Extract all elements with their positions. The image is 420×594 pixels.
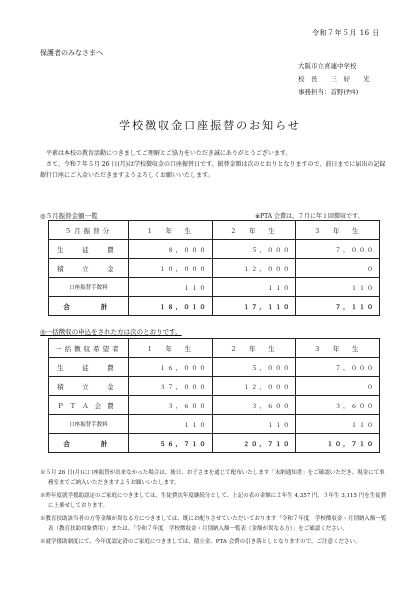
table-row <box>49 358 380 377</box>
row-label: 積 立 金 <box>49 377 129 396</box>
note-item: ※教育扶助該当者の方等金額が異なる方につきましては、既にお配りさせていただいております「令和７年度 学校徴収金・月別納入額一覧表（教育扶助対象費用）」または、「令和７年度 学校徴収金・月別納入額一覧表（金額が異なる方）」をご確認ください。 <box>40 516 387 532</box>
amount-cell: １１０ <box>296 415 380 434</box>
amount-cell: ３，６００ <box>128 396 212 415</box>
table-total-row <box>49 297 380 316</box>
body-paragraph: 平素は本校の教育活動につきましてご理解とご協力をいただき誠にありがとうございます。 <box>46 150 292 157</box>
amount-cell: ３，６００ <box>296 396 380 415</box>
amount-cell: ５，０００ <box>212 358 296 377</box>
table-row <box>49 278 380 297</box>
sender-school: 大阪市立喜連中学校 <box>298 62 357 70</box>
row-label: 口座振替手数料 <box>49 415 129 434</box>
table-header-row <box>49 339 380 358</box>
amount-cell: ３，６００ <box>212 396 296 415</box>
total-label: 合 計 <box>49 297 129 316</box>
row-label: 生 徒 費 <box>49 240 129 259</box>
table-header-cell: １ 年 生 <box>128 221 212 240</box>
amount-cell: ８，０００ <box>128 240 212 259</box>
table-header-cell: ３ 年 生 <box>296 221 380 240</box>
letter-title: 学校徴収金口座振替のお知らせ <box>119 119 301 132</box>
table-header-cell: １ 年 生 <box>128 339 212 358</box>
total-cell: ５６，７１０ <box>128 434 212 453</box>
table-row <box>49 259 380 278</box>
sender-principal: 校 長 三 好 光 <box>298 75 370 83</box>
table-total-row <box>49 434 380 453</box>
row-label: ＰＴＡ会費 <box>49 396 129 415</box>
amount-cell: １１０ <box>128 278 212 297</box>
table-header-cell: 一括徴収希望者 <box>49 339 129 358</box>
amount-cell: ７，０００ <box>296 358 380 377</box>
total-cell: ２０，７１０ <box>212 434 296 453</box>
table-header-cell: ３ 年 生 <box>296 339 380 358</box>
table-row <box>49 377 380 396</box>
amount-cell: １０，０００ <box>128 259 212 278</box>
table-header-cell: ５月振替分 <box>49 221 129 240</box>
section1-heading: ◎５月振替金額一覧 <box>40 212 98 220</box>
amount-cell: １１０ <box>128 415 212 434</box>
letter-date: 令和７年５月 16 日 <box>312 29 380 37</box>
note-item: ※５月 26 日(月)に口座振替が出来なかった場合は、後日、お子さまを通じて配布いたします「未納通知書」をご確認いただき、現金にて事務室までご納入いただきますようお願いいたします。 <box>40 470 385 486</box>
amount-cell: ５，０００ <box>212 240 296 259</box>
table-row <box>49 396 380 415</box>
amount-cell: ７，０００ <box>296 240 380 259</box>
notes-block <box>40 468 390 550</box>
table-header-cell: ２ 年 生 <box>212 221 296 240</box>
total-label: 合 計 <box>49 434 129 453</box>
amount-cell: １２，０００ <box>212 377 296 396</box>
row-label: 積 立 金 <box>49 259 129 278</box>
addressee: 保護者のみなさまへ <box>40 49 103 57</box>
note-item: ※就学援助制度にて、今年度認定済のご家庭につきましては、積立金、PTA 会費の引き落としとなりますので、ご注意ください。 <box>40 539 361 545</box>
lump-sum-fee-table <box>48 338 380 453</box>
section2-heading: ◎一括徴収の申込をされた方は次のとおりです。 <box>40 328 182 336</box>
amount-cell: ３７，０００ <box>128 377 212 396</box>
sender-clerk: 事務担当：首野(ｻﾂｷ) <box>298 88 359 96</box>
total-cell: １７，１１０ <box>212 297 296 316</box>
total-cell: １０，７１０ <box>296 434 380 453</box>
amount-cell: １１０ <box>212 278 296 297</box>
sender-block <box>298 60 370 99</box>
section1-note: ※PTA 会費は、７月に年１回徴収です。 <box>255 213 364 220</box>
row-label: 口座振替手数料 <box>49 278 129 297</box>
amount-cell: ０ <box>296 377 380 396</box>
amount-cell: １２，０００ <box>212 259 296 278</box>
total-cell: １８，０１０ <box>128 297 212 316</box>
amount-cell: ０ <box>296 259 380 278</box>
total-cell: ７，１１０ <box>296 297 380 316</box>
table-header-row <box>49 221 380 240</box>
table-row <box>49 240 380 259</box>
amount-cell: １１０ <box>296 278 380 297</box>
amount-cell: １６，０００ <box>128 358 212 377</box>
letter-body <box>40 148 390 181</box>
row-label: 生 徒 費 <box>49 358 129 377</box>
amount-cell: １１０ <box>212 415 296 434</box>
body-paragraph: さて、令和７年５月 26 日(月)は学校徴収金の口座振替日です。振替金額は次のとおりとなりますので、前日までに届出の記録銀行口座にご入金いただきますようよろしくお願いいたします。 <box>40 161 386 179</box>
table-header-cell: ２ 年 生 <box>212 339 296 358</box>
table-row <box>49 415 380 434</box>
may-fee-table <box>48 220 380 316</box>
note-item: ※昨年度就学援助認定のご家庭につきましては、生徒費次年度継続分として、上記の表の金額に２年生 4,357 円、３年生 3,115 円を生徒費に上乗せしております。 <box>40 493 387 509</box>
